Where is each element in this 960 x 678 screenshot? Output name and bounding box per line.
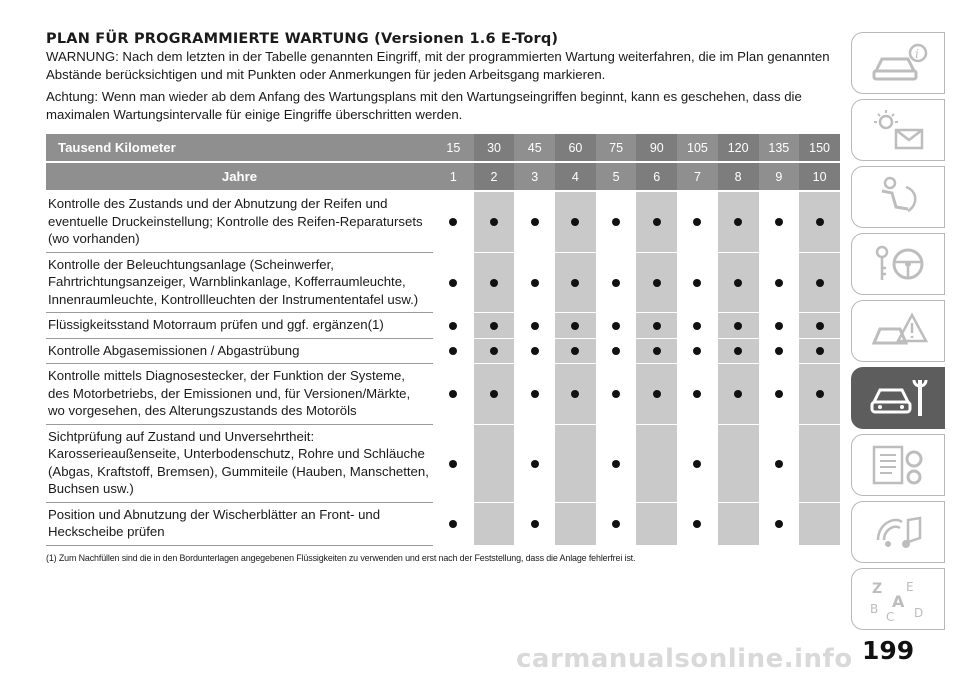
interval-cell [433, 364, 474, 425]
maintenance-dot-icon [531, 347, 539, 355]
interval-cell [514, 502, 555, 545]
interval-cell [596, 191, 637, 252]
interval-cell [677, 191, 718, 252]
table-row [46, 502, 840, 545]
maintenance-dot-icon [775, 322, 783, 330]
sidebar-tab-key-steering[interactable] [851, 233, 945, 295]
maintenance-dot-icon [612, 347, 620, 355]
interval-cell [636, 424, 677, 502]
interval-cell [555, 252, 596, 313]
maintenance-dot-icon [653, 218, 661, 226]
header-year-0: 1 [433, 162, 474, 191]
maintenance-dot-icon [734, 390, 742, 398]
table-row [46, 424, 840, 502]
interval-cell [759, 364, 800, 425]
interval-cell [799, 424, 840, 502]
maintenance-dot-icon [693, 279, 701, 287]
maintenance-dot-icon [775, 347, 783, 355]
interval-cell [759, 252, 800, 313]
maintenance-dot-icon [816, 390, 824, 398]
interval-cell [433, 313, 474, 339]
interval-cell [596, 252, 637, 313]
interval-cell [596, 364, 637, 425]
maintenance-dot-icon [775, 390, 783, 398]
interval-cell [514, 252, 555, 313]
interval-cell [718, 424, 759, 502]
maintenance-dot-icon [571, 322, 579, 330]
maintenance-dot-icon [449, 460, 457, 468]
svg-text:E: E [906, 580, 914, 594]
header-year-1: 2 [474, 162, 515, 191]
maintenance-dot-icon [490, 218, 498, 226]
maintenance-dot-icon [734, 279, 742, 287]
interval-cell [718, 338, 759, 364]
sidebar-tab-dashboard-lights[interactable] [851, 99, 945, 161]
interval-cell [759, 313, 800, 339]
dashboard-lights-icon [868, 108, 928, 152]
header-km-label: Tausend Kilometer [46, 134, 433, 162]
maintenance-dot-icon [734, 347, 742, 355]
interval-cell [636, 338, 677, 364]
svg-text:i: i [915, 47, 919, 61]
alphabet-index-icon [868, 577, 928, 621]
maintenance-dot-icon [653, 347, 661, 355]
row-description: Kontrolle des Zustands und der Abnutzung der Reifen und eventuelle Druckeinstellung; Kontrolle des Reifen-Reparatursets (wo vorhanden) [46, 191, 433, 252]
interval-cell [799, 364, 840, 425]
interval-cell [677, 338, 718, 364]
page-number: 199 [862, 636, 915, 665]
interval-cell [474, 338, 515, 364]
maintenance-dot-icon [693, 218, 701, 226]
interval-cell [474, 502, 515, 545]
header-year-2: 3 [514, 162, 555, 191]
header-year-4: 5 [596, 162, 637, 191]
interval-cell [799, 313, 840, 339]
interval-cell [596, 338, 637, 364]
row-description: Kontrolle der Beleuchtungsanlage (Scheinwerfer, Fahrtrichtungsanzeiger, Warnblinkanlage, Kofferraumleuchte, Innenraumleuchte, Kontrollleuchten der Instrumententafel usw.) [46, 252, 433, 313]
interval-cell [555, 502, 596, 545]
maintenance-dot-icon [571, 347, 579, 355]
maintenance-dot-icon [531, 520, 539, 528]
svg-text:Z: Z [872, 581, 883, 597]
row-description: Position und Abnutzung der Wischerblätter an Front- und Heckscheibe prüfen [46, 502, 433, 545]
table-row [46, 364, 840, 425]
interval-cell [474, 252, 515, 313]
row-description: Flüssigkeitsstand Motorraum prüfen und ggf. ergänzen(1) [46, 313, 433, 339]
header-km-0: 15 [433, 134, 474, 162]
svg-text:A: A [892, 592, 905, 611]
interval-cell [514, 313, 555, 339]
interval-cell [718, 502, 759, 545]
maintenance-dot-icon [612, 390, 620, 398]
interval-cell [555, 364, 596, 425]
maintenance-table [46, 134, 840, 546]
interval-cell [677, 252, 718, 313]
interval-cell [514, 364, 555, 425]
maintenance-dot-icon [490, 322, 498, 330]
header-row-years [46, 162, 840, 191]
interval-cell [718, 313, 759, 339]
interval-cell [433, 252, 474, 313]
header-year-3: 4 [555, 162, 596, 191]
interval-cell [596, 313, 637, 339]
header-year-8: 9 [759, 162, 800, 191]
maintenance-dot-icon [531, 460, 539, 468]
header-year-5: 6 [636, 162, 677, 191]
maintenance-dot-icon [653, 322, 661, 330]
maintenance-dot-icon [571, 390, 579, 398]
multimedia-icon [868, 510, 928, 554]
interval-cell [555, 338, 596, 364]
maintenance-dot-icon [693, 322, 701, 330]
maintenance-dot-icon [612, 322, 620, 330]
attention-text: Achtung: Wenn man wieder ab dem Anfang des Wartungsplans mit den Wartungseingriffen beginnt, kann es geschehen, dass die maximalen Wartungsintervalle für einige Eingriffe überschritten werden. [46, 89, 802, 122]
maintenance-dot-icon [693, 460, 701, 468]
header-km-8: 135 [759, 134, 800, 162]
header-row-km [46, 134, 840, 162]
maintenance-dot-icon [816, 279, 824, 287]
interval-cell [759, 338, 800, 364]
maintenance-dot-icon [693, 520, 701, 528]
page-title: PLAN FÜR PROGRAMMIERTE WARTUNG (Versionen 1.6 E-Torq) [46, 31, 559, 47]
maintenance-dot-icon [571, 279, 579, 287]
chapter-sidebar [851, 32, 945, 635]
interval-cell [555, 313, 596, 339]
maintenance-dot-icon [612, 218, 620, 226]
maintenance-dot-icon [816, 322, 824, 330]
interval-cell [718, 252, 759, 313]
interval-cell [677, 502, 718, 545]
maintenance-dot-icon [490, 279, 498, 287]
seat-airbag-icon [868, 175, 928, 219]
maintenance-dot-icon [490, 390, 498, 398]
maintenance-dot-icon [449, 279, 457, 287]
header-km-3: 60 [555, 134, 596, 162]
interval-cell [636, 364, 677, 425]
maintenance-dot-icon [449, 390, 457, 398]
interval-cell [799, 338, 840, 364]
sidebar-tab-multimedia[interactable] [851, 501, 945, 563]
row-description: Kontrolle Abgasemissionen / Abgastrübung [46, 338, 433, 364]
svg-text:B: B [870, 602, 879, 616]
interval-cell [718, 364, 759, 425]
sidebar-tab-seat-airbag[interactable] [851, 166, 945, 228]
car-warning-icon [868, 309, 928, 353]
interval-cell [514, 191, 555, 252]
header-km-2: 45 [514, 134, 555, 162]
maintenance-dot-icon [612, 520, 620, 528]
table-body [46, 191, 840, 545]
maintenance-dot-icon [775, 218, 783, 226]
interval-cell [474, 313, 515, 339]
header-km-5: 90 [636, 134, 677, 162]
interval-cell [474, 424, 515, 502]
maintenance-dot-icon [612, 460, 620, 468]
maintenance-dot-icon [490, 347, 498, 355]
sidebar-tab-car-wrench[interactable] [851, 367, 945, 429]
interval-cell [759, 191, 800, 252]
header-km-4: 75 [596, 134, 637, 162]
maintenance-dot-icon [449, 347, 457, 355]
interval-cell [474, 191, 515, 252]
header-year-9: 10 [799, 162, 840, 191]
interval-cell [677, 424, 718, 502]
interval-cell [433, 424, 474, 502]
maintenance-dot-icon [734, 218, 742, 226]
maintenance-dot-icon [531, 390, 539, 398]
maintenance-dot-icon [531, 322, 539, 330]
header-years-label: Jahre [46, 162, 433, 191]
maintenance-dot-icon [653, 390, 661, 398]
row-description: Kontrolle mittels Diagnosestecker, der Funktion der Systeme, des Motorbetriebs, der Emissionen und, für Versionen/Märkte, wo vorgesehen, des Alterungszustands des Motoröls [46, 364, 433, 425]
interval-cell [555, 424, 596, 502]
sidebar-tab-specs-gear[interactable] [851, 434, 945, 496]
interval-cell [596, 424, 637, 502]
interval-cell [596, 502, 637, 545]
interval-cell [433, 502, 474, 545]
maintenance-dot-icon [775, 520, 783, 528]
sidebar-tab-alphabet-index[interactable] [851, 568, 945, 630]
maintenance-dot-icon [775, 279, 783, 287]
maintenance-dot-icon [693, 390, 701, 398]
header-year-6: 7 [677, 162, 718, 191]
interval-cell [759, 424, 800, 502]
sidebar-tab-car-info[interactable] [851, 32, 945, 94]
interval-cell [636, 252, 677, 313]
maintenance-dot-icon [816, 347, 824, 355]
table-row [46, 191, 840, 252]
interval-cell [433, 338, 474, 364]
interval-cell [474, 364, 515, 425]
maintenance-dot-icon [734, 322, 742, 330]
table-row [46, 252, 840, 313]
maintenance-dot-icon [693, 347, 701, 355]
car-info-icon [868, 41, 928, 85]
header-km-1: 30 [474, 134, 515, 162]
maintenance-dot-icon [449, 218, 457, 226]
interval-cell [799, 252, 840, 313]
table-row [46, 313, 840, 339]
maintenance-dot-icon [571, 218, 579, 226]
interval-cell [433, 191, 474, 252]
maintenance-dot-icon [449, 322, 457, 330]
specs-gear-icon [868, 443, 928, 487]
svg-text:D: D [914, 606, 924, 620]
watermark: carmanualsonline.info [516, 644, 853, 674]
interval-cell [514, 424, 555, 502]
table-row [46, 338, 840, 364]
interval-cell [514, 338, 555, 364]
interval-cell [759, 502, 800, 545]
warning-text: WARNUNG: Nach dem letzten in der Tabelle genannten Eingriff, mit der programmierten Wartung weiterfahren, die im Plan genannten Abstände berücksichtigen und mit Punkten oder Anmerkungen für jeden Arbeitsgang markieren. [46, 49, 830, 82]
row-description: Sichtprüfung auf Zustand und Unversehrtheit: Karosserieaußenseite, Unterbodenschutz, Rohre und Schläuche (Abgas, Kraftstoff, Bremsen), Gummiteile (Hauben, Manschetten, Buchsen usw.) [46, 424, 433, 502]
interval-cell [718, 191, 759, 252]
interval-cell [799, 502, 840, 545]
car-wrench-icon [868, 376, 928, 420]
interval-cell [636, 313, 677, 339]
maintenance-dot-icon [775, 460, 783, 468]
interval-cell [555, 191, 596, 252]
interval-cell [677, 364, 718, 425]
maintenance-dot-icon [531, 279, 539, 287]
header-km-9: 150 [799, 134, 840, 162]
svg-text:C: C [886, 610, 895, 621]
maintenance-dot-icon [612, 279, 620, 287]
interval-cell [677, 313, 718, 339]
document [46, 30, 840, 564]
header-year-7: 8 [718, 162, 759, 191]
maintenance-dot-icon [816, 218, 824, 226]
maintenance-dot-icon [653, 279, 661, 287]
interval-cell [636, 502, 677, 545]
header-km-6: 105 [677, 134, 718, 162]
sidebar-tab-car-warning[interactable] [851, 300, 945, 362]
maintenance-dot-icon [449, 520, 457, 528]
key-steering-icon [868, 242, 928, 286]
interval-cell [799, 191, 840, 252]
footnote: (1) Zum Nachfüllen sind die in den Bordunterlagen angegebenen Flüssigkeiten zu verwenden und erst nach der Feststellung, dass die Anlage fehlerfrei ist. [46, 552, 636, 564]
maintenance-dot-icon [531, 218, 539, 226]
header-km-7: 120 [718, 134, 759, 162]
interval-cell [636, 191, 677, 252]
